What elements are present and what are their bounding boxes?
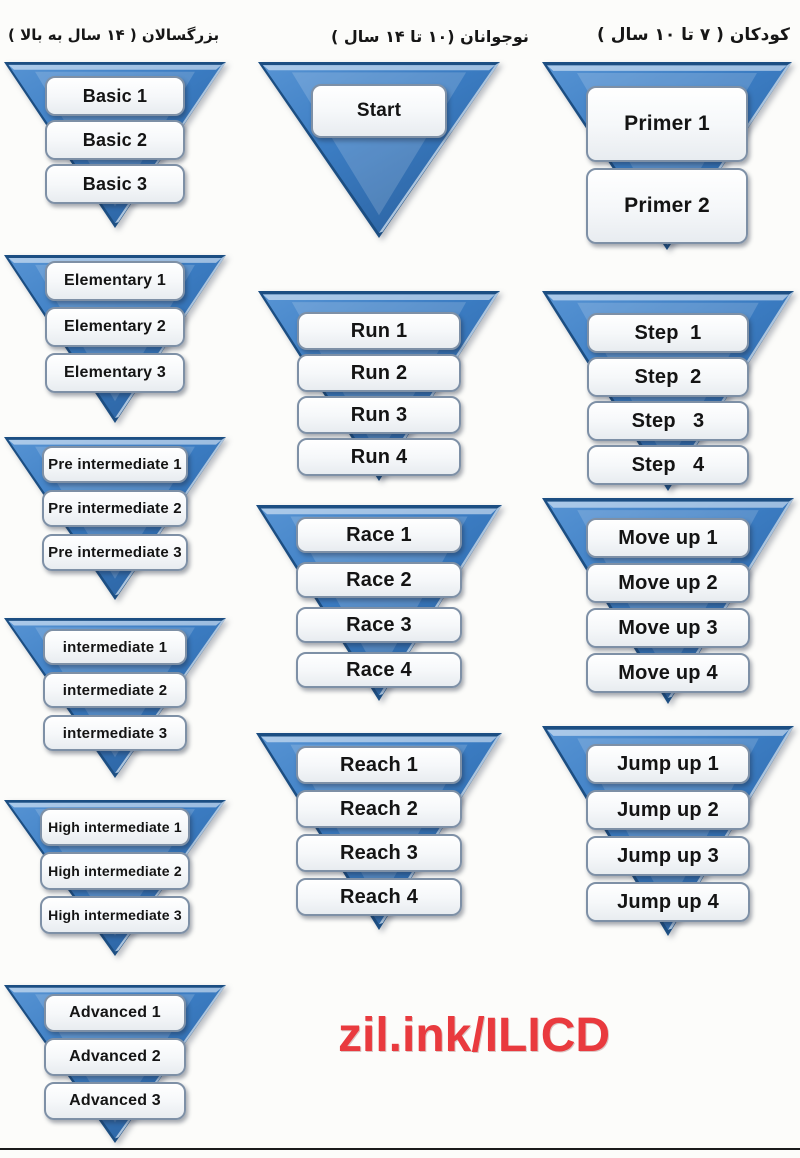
level-box: [586, 86, 748, 162]
level-box-stack: [542, 518, 794, 693]
level-label: intermediate 2: [62, 681, 168, 699]
level-box: [40, 808, 190, 846]
level-box: [586, 653, 750, 693]
level-box-stack: [4, 261, 226, 393]
level-box: [45, 353, 185, 393]
level-label: Start: [356, 100, 402, 121]
footer-link-url: zil.ink/ILICD: [338, 1009, 611, 1062]
level-box-stack: [4, 446, 226, 571]
level-box-stack: [4, 76, 226, 204]
level-label: Run 4: [350, 445, 408, 468]
level-label: Step 2: [634, 365, 702, 388]
level-funnel: [256, 505, 502, 701]
level-box: [40, 896, 190, 934]
level-label: Race 1: [346, 523, 412, 546]
level-box-stack: [4, 629, 226, 751]
level-box: [296, 607, 462, 643]
level-box-stack: [542, 86, 792, 244]
level-funnel: [256, 733, 502, 930]
level-label: Run 1: [350, 319, 408, 342]
level-box: [586, 563, 750, 603]
level-funnel: [258, 62, 500, 238]
level-box: [586, 608, 750, 648]
level-box-stack: [258, 312, 500, 476]
level-label: Race 4: [346, 658, 412, 681]
level-label: Move up 2: [618, 571, 718, 594]
level-funnel: [542, 726, 794, 936]
level-box: [586, 836, 750, 876]
level-box: [586, 790, 750, 830]
level-box: [42, 534, 188, 571]
level-label: Move up 3: [618, 616, 718, 639]
level-box: [586, 518, 750, 558]
level-label: Primer 2: [624, 194, 710, 217]
level-box: [296, 652, 462, 688]
level-box: [296, 834, 462, 872]
level-box: [587, 313, 749, 353]
level-box: [45, 76, 185, 116]
level-label: Move up 1: [618, 526, 718, 549]
level-box: [42, 446, 188, 483]
level-box: [587, 401, 749, 441]
level-label: Race 2: [346, 568, 412, 591]
level-label: Step 4: [631, 453, 705, 476]
level-box: [297, 354, 461, 392]
level-label: Reach 4: [339, 885, 419, 908]
level-box: [586, 168, 748, 244]
level-box: [587, 445, 749, 485]
level-box: [44, 1038, 186, 1076]
level-funnel: [4, 618, 226, 778]
level-funnel: [4, 255, 226, 423]
level-label: Elementary 3: [63, 364, 166, 381]
level-label: Jump up 4: [617, 890, 719, 913]
level-label: Jump up 3: [617, 844, 719, 867]
level-label: Elementary 2: [63, 318, 166, 335]
level-label: Run 2: [350, 361, 408, 384]
level-label: Jump up 2: [617, 798, 719, 821]
level-label: Advanced 3: [69, 1092, 161, 1109]
level-box: [297, 438, 461, 476]
level-box: [587, 357, 749, 397]
level-label: High intermediate 2: [48, 863, 182, 879]
bottom-border-line: [0, 1148, 800, 1150]
level-funnel: [4, 985, 226, 1143]
level-label: Jump up 1: [617, 752, 719, 775]
level-box-stack: [4, 808, 226, 934]
level-label: Primer 1: [624, 112, 710, 135]
level-box: [586, 882, 750, 922]
level-label: Reach 3: [339, 841, 419, 864]
level-box: [43, 715, 187, 751]
level-box-stack: [542, 313, 794, 485]
level-box: [40, 852, 190, 890]
level-box: [296, 562, 462, 598]
level-funnel: [258, 291, 500, 481]
level-box-stack: [256, 746, 502, 916]
level-label: Advanced 2: [69, 1048, 161, 1065]
level-box: [296, 746, 462, 784]
level-box: [44, 994, 186, 1032]
level-funnel: [542, 62, 792, 250]
level-box-stack: [542, 744, 794, 922]
level-label: Advanced 1: [69, 1004, 161, 1021]
level-label: Reach 2: [339, 797, 419, 820]
level-label: High intermediate 1: [48, 819, 182, 835]
level-box: [296, 878, 462, 916]
level-box: [297, 396, 461, 434]
level-label: Basic 3: [82, 173, 148, 194]
level-label: Pre intermediate 1: [48, 456, 182, 473]
level-box: [311, 84, 447, 138]
level-box: [297, 312, 461, 350]
level-label: intermediate 3: [62, 724, 168, 742]
level-label: Run 3: [350, 403, 408, 426]
level-box: [586, 744, 750, 784]
level-label: Pre intermediate 2: [48, 500, 182, 517]
level-funnel: [542, 291, 794, 491]
level-box: [44, 1082, 186, 1120]
level-box: [43, 672, 187, 708]
level-box: [296, 790, 462, 828]
level-box-stack: [256, 517, 502, 688]
level-funnel: [4, 62, 226, 228]
level-label: intermediate 1: [62, 638, 168, 656]
level-label: Elementary 1: [63, 272, 166, 289]
column-header-kids: کودکان ( ۷ تا ۱۰ سال ): [597, 25, 790, 45]
level-label: Basic 2: [82, 129, 148, 150]
level-box: [42, 490, 188, 527]
level-box: [296, 517, 462, 553]
level-box: [45, 120, 185, 160]
level-box-stack: [4, 994, 226, 1120]
level-box: [45, 164, 185, 204]
level-label: Reach 1: [339, 753, 419, 776]
level-box-stack: [258, 84, 500, 138]
level-label: Step 1: [634, 321, 702, 344]
level-label: Step 3: [631, 409, 705, 432]
level-funnel: [4, 437, 226, 600]
level-box: [45, 307, 185, 347]
level-box: [45, 261, 185, 301]
level-label: Race 3: [346, 613, 412, 636]
column-header-adults: بزرگسالان ( ۱۴ سال به بالا ): [8, 26, 220, 44]
level-label: Pre intermediate 3: [48, 544, 182, 561]
level-box: [43, 629, 187, 665]
level-funnel: [4, 800, 226, 956]
level-funnel: [542, 498, 794, 704]
level-label: Move up 4: [618, 661, 718, 684]
level-label: Basic 1: [82, 85, 148, 106]
column-header-teens: نوجوانان (۱۰ تا ۱۴ سال ): [331, 27, 529, 46]
level-label: High intermediate 3: [48, 907, 182, 923]
